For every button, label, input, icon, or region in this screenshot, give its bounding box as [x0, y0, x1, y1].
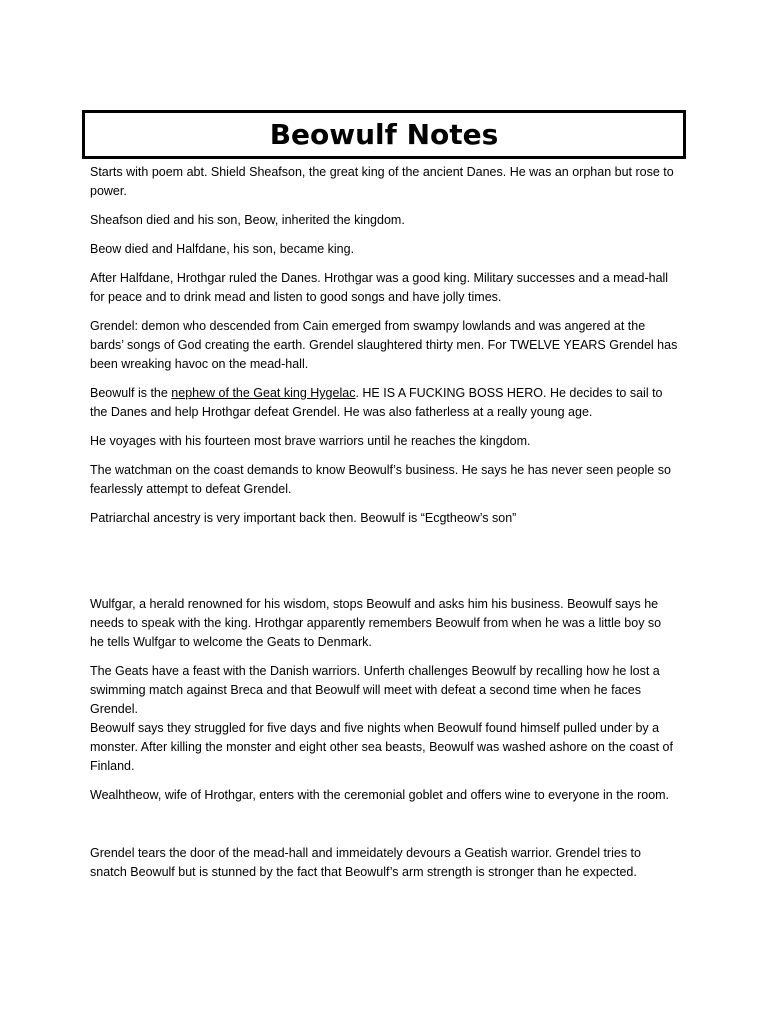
paragraph-feast: The Geats have a feast with the Danish warriors. Unferth challenges Beowulf by recalling how he lost a swimming match against Breca and that Beowulf will meet with defeat a second time when he faces Grendel. — [90, 664, 660, 716]
paragraph-ancestry: Patriarchal ancestry is very important back then. Beowulf is “Ecgtheow’s son” — [90, 511, 517, 525]
paragraph-beowulf-nephew — [90, 384, 678, 422]
paragraph-struggle: Beowulf says they struggled for five days and five nights when Beowulf found himself pulled under by a monster. After killing the monster and eight other sea beasts, Beowulf was washed ashore on the coast of Finland. — [90, 721, 673, 773]
paragraph-shield-sheafson: Starts with poem abt. Shield Sheafson, the great king of the ancient Danes. He was an orphan but rose to power. — [90, 165, 674, 198]
title-box — [82, 110, 686, 159]
page-title: Beowulf Notes — [269, 117, 499, 151]
paragraph-watchman: The watchman on the coast demands to know Beowulf’s business. He says he has never seen people so fearlessly attempt to defeat Grendel. — [90, 463, 671, 496]
blank-space — [90, 815, 678, 844]
paragraph-sheafson-died: Sheafson died and his son, Beow, inherited the kingdom. — [90, 213, 405, 227]
paragraph-hrothgar: After Halfdane, Hrothgar ruled the Danes. Hrothgar was a good king. Military successes and a mead-hall for peace and to drink mead and listen to good songs and have jolly times. — [90, 271, 669, 304]
paragraph-voyage: He voyages with his fourteen most brave warriors until he reaches the kingdom. — [90, 434, 531, 448]
paragraph-beow-died: Beow died and Halfdane, his son, became king. — [90, 242, 355, 256]
paragraph-grendel: Grendel: demon who descended from Cain emerged from swampy lowlands and was angered at the bards’ songs of God creating the earth. Grendel slaughtered thirty men. For TWELVE YEARS Grendel has been wreaking havoc on the mead-hall. — [90, 319, 678, 371]
notes-body — [90, 163, 678, 892]
beowulf-nephew-after: . HE IS A FUCKING BOSS HERO. He decides to sail to the Danes and help Hrothgar defeat Grendel. He was also fatherless at a really young age. — [90, 386, 663, 419]
paragraph-grendel-attack: Grendel tears the door of the mead-hall and immeidately devours a Geatish warrior. Grendel tries to snatch Beowulf but is stunned by the fact that Beowulf’s arm strength is stronger than he expected. — [90, 846, 641, 879]
paragraph-wulfgar: Wulfgar, a herald renowned for his wisdom, stops Beowulf and asks him his business. Beowulf says he needs to speak with the king. Hrothgar apparently remembers Beowulf from when he was a little boy so he tells Wulfgar to welcome the Geats to Denmark. — [90, 597, 662, 649]
beowulf-nephew-underlined: nephew of the Geat king Hygelac — [171, 386, 356, 400]
blank-space — [90, 538, 678, 595]
beowulf-nephew-before: Beowulf is the — [90, 386, 172, 400]
paragraph-wealhtheow: Wealhtheow, wife of Hrothgar, enters with the ceremonial goblet and offers wine to everyone in the room. — [90, 788, 670, 802]
